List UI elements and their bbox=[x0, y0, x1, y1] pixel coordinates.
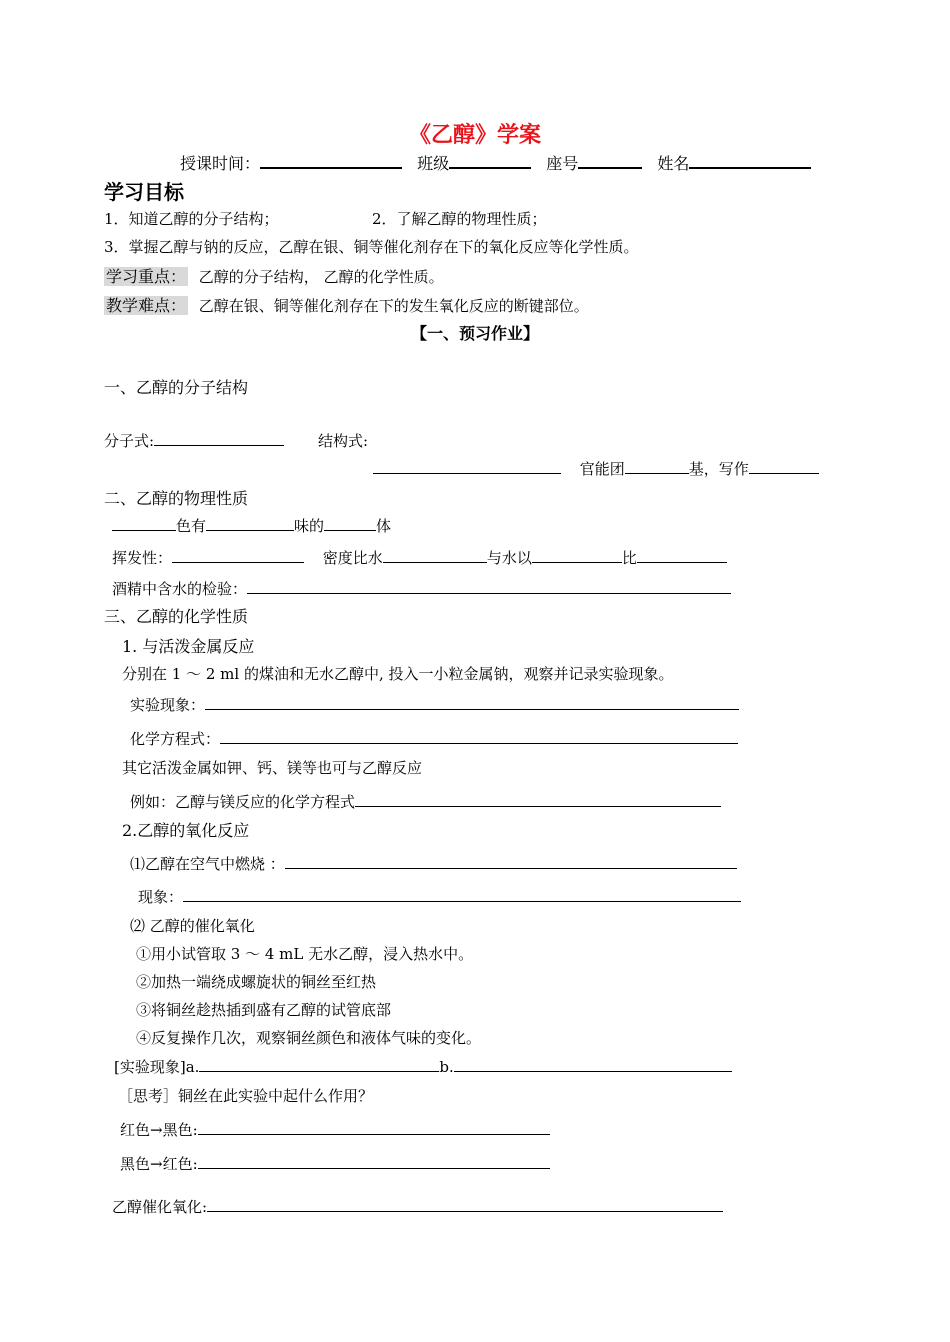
density-blank[interactable] bbox=[383, 547, 487, 563]
other-metals-text: 其它活泼金属如钾、钙、镁等也可与乙醇反应 bbox=[122, 759, 423, 777]
example-blank[interactable] bbox=[355, 791, 721, 807]
key-points-label: 学习重点： bbox=[106, 267, 187, 286]
combustion-row bbox=[130, 853, 737, 874]
formula-label: 分子式: bbox=[104, 432, 155, 450]
name-label: 姓名 bbox=[657, 154, 690, 173]
phenomenon-row bbox=[130, 694, 739, 715]
water-test-blank[interactable] bbox=[247, 578, 731, 594]
color-text: 色有 bbox=[176, 517, 207, 535]
sub1-description: 分别在 1 ～ 2 ml 的煤油和无水乙醇中, 投入一小粒金属钠，观察并记录实验现象。 bbox=[122, 665, 674, 683]
class-time-blank[interactable] bbox=[260, 150, 402, 169]
water-test-label: 酒精中含水的检验： bbox=[112, 580, 248, 598]
structure-label: 结构式: bbox=[318, 432, 369, 450]
b-label: b. bbox=[439, 1058, 454, 1076]
functional-group-blank[interactable] bbox=[625, 458, 689, 474]
name-blank[interactable] bbox=[689, 150, 811, 169]
phenomenon2-row bbox=[138, 886, 741, 907]
step-1: ①用小试管取 3 ～ 4 mL 无水乙醇，浸入热水中。 bbox=[136, 945, 474, 963]
volatility-row bbox=[112, 547, 727, 568]
step-3: ③将铜丝趁热插到盛有乙醇的试管底部 bbox=[136, 1001, 392, 1019]
equation-label: 化学方程式： bbox=[130, 730, 221, 748]
difficulties-row bbox=[104, 293, 589, 316]
class-label: 班级 bbox=[417, 154, 450, 173]
black-to-red-row bbox=[120, 1153, 550, 1174]
red-to-black-label: 红色→黑色: bbox=[120, 1121, 198, 1139]
phenomenon-blank[interactable] bbox=[205, 694, 739, 710]
section-title: 【一、预习作业】 bbox=[410, 324, 539, 343]
key-points-text: 乙醇的分子结构， 乙醇的化学性质。 bbox=[198, 268, 444, 286]
key-points-row bbox=[104, 264, 444, 287]
group-formula-blank[interactable] bbox=[749, 458, 819, 474]
ratio-label: 比 bbox=[621, 549, 637, 567]
part1-heading: 一、乙醇的分子结构 bbox=[104, 378, 249, 397]
exp-phenomenon-row bbox=[114, 1056, 732, 1077]
phenomenon-a-blank[interactable] bbox=[199, 1056, 439, 1072]
red-to-black-row bbox=[120, 1119, 550, 1140]
formula-blank[interactable] bbox=[154, 430, 284, 446]
volatility-label: 挥发性： bbox=[112, 549, 173, 567]
document-title: 《乙醇》学案 bbox=[408, 123, 541, 148]
header-fields-row bbox=[180, 150, 811, 174]
objectives-heading: 学习目标 bbox=[104, 180, 184, 204]
black-to-red-blank[interactable] bbox=[198, 1153, 550, 1169]
catalytic-oxidation-label: 乙醇催化氧化: bbox=[112, 1198, 208, 1216]
step-2: ②加热一端绕成螺旋状的铜丝至红热 bbox=[136, 973, 377, 991]
sub1-heading: 1. 与活泼金属反应 bbox=[122, 637, 255, 656]
ratio-blank[interactable] bbox=[637, 547, 727, 563]
color-smell-row bbox=[112, 515, 391, 536]
phenomenon-label: 实验现象： bbox=[130, 696, 206, 714]
think-question: ［思考］铜丝在此实验中起什么作用？ bbox=[118, 1087, 374, 1105]
smell-text: 味的 bbox=[294, 517, 325, 535]
state-text: 体 bbox=[376, 517, 392, 535]
seat-label: 座号 bbox=[546, 154, 579, 173]
smell-blank[interactable] bbox=[206, 515, 294, 531]
exp-phenomenon-label: [实验现象]a. bbox=[114, 1058, 200, 1076]
volatility-blank[interactable] bbox=[172, 547, 304, 563]
red-to-black-blank[interactable] bbox=[198, 1119, 550, 1135]
group-suffix: 基，写作 bbox=[688, 460, 749, 478]
water-blank[interactable] bbox=[532, 547, 622, 563]
objective-item-1: 1．知道乙醇的分子结构； bbox=[104, 210, 279, 228]
class-blank[interactable] bbox=[449, 150, 531, 169]
example-row bbox=[130, 791, 721, 812]
combustion-blank[interactable] bbox=[285, 853, 737, 869]
objective-item-3: 3．掌握乙醇与钠的反应，乙醇在银、铜等催化剂存在下的氧化反应等化学性质。 bbox=[104, 238, 639, 256]
structure-blank[interactable] bbox=[373, 458, 561, 474]
catalytic-oxidation-blank[interactable] bbox=[207, 1196, 723, 1212]
class-time-label: 授课时间： bbox=[180, 154, 261, 173]
phenomenon-b-blank[interactable] bbox=[454, 1056, 732, 1072]
catalytic-oxidation-row bbox=[112, 1196, 723, 1217]
seat-blank[interactable] bbox=[578, 150, 642, 169]
functional-group-row bbox=[373, 458, 819, 479]
example-label: 例如：乙醇与镁反应的化学方程式 bbox=[130, 793, 356, 811]
color-blank[interactable] bbox=[112, 515, 176, 531]
catalytic-heading: ⑵ 乙醇的催化氧化 bbox=[130, 917, 255, 935]
phenomenon2-label: 现象： bbox=[138, 888, 184, 906]
functional-group-label: 官能团 bbox=[579, 460, 625, 478]
part2-heading: 二、乙醇的物理性质 bbox=[104, 489, 249, 508]
density-label: 密度比水 bbox=[322, 549, 383, 567]
equation-row bbox=[130, 728, 738, 749]
water-test-row bbox=[112, 578, 731, 599]
state-blank[interactable] bbox=[324, 515, 376, 531]
water-label: 与水以 bbox=[486, 549, 532, 567]
objective-item-2: 2．了解乙醇的物理性质； bbox=[372, 210, 547, 228]
difficulties-text: 乙醇在银、铜等催化剂存在下的发生氧化反应的断键部位。 bbox=[198, 297, 589, 315]
formula-row bbox=[104, 430, 284, 451]
phenomenon2-blank[interactable] bbox=[183, 886, 741, 902]
combustion-label: ⑴乙醇在空气中燃烧 ： bbox=[130, 855, 285, 873]
equation-blank[interactable] bbox=[220, 728, 738, 744]
part3-heading: 三、乙醇的化学性质 bbox=[104, 607, 249, 626]
step-4: ④反复操作几次，观察铜丝颜色和液体气味的变化。 bbox=[136, 1029, 482, 1047]
black-to-red-label: 黑色→红色: bbox=[120, 1155, 198, 1173]
sub2-heading: 2.乙醇的氧化反应 bbox=[122, 821, 250, 840]
difficulties-label: 教学难点： bbox=[106, 296, 187, 315]
